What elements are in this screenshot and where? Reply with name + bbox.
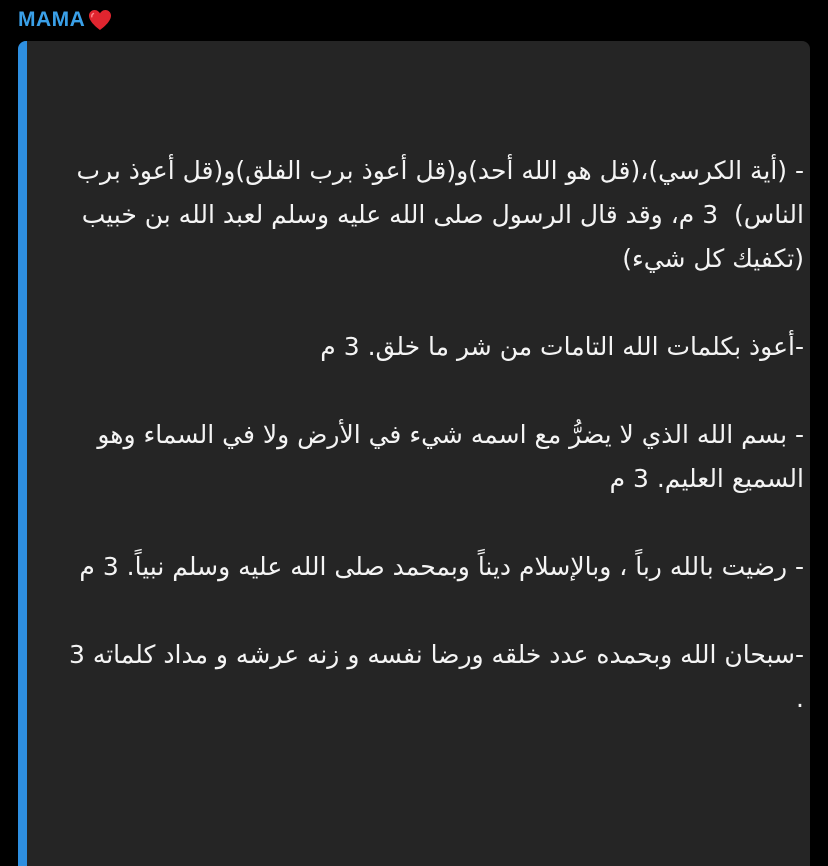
message-paragraph: - بسم الله الذي لا يضرُّ مع اسمه شيء في الأرض ولا في السماء وهو السميع العليم. 3 م <box>89 420 804 493</box>
message-paragraph: -أعوذ بكلمات الله التامات من شر ما خلق. 3 م <box>320 332 804 361</box>
message-paragraph: -سبحان الله وبحمده عدد خلقه ورضا نفسه و زنه عرشه و مداد كلماته 3 . <box>61 640 804 713</box>
sender-header[interactable] <box>18 6 113 34</box>
message-paragraph: - رضيت بالله رباً ، وبالإسلام ديناً وبمحمد صلى الله عليه وسلم نبياً. 3 م <box>79 552 804 581</box>
message-text <box>58 149 804 765</box>
reply-accent-bar <box>18 41 27 866</box>
message-paragraph: - (أية الكرسي)،(قل هو الله أحد)و(قل أعوذ برب الفلق)و(قل أعوذ برب الناس) 3 م، وقد قال الرسول صلى الله عليه وسلم لعبد الله بن خبيب (تكفيك كل شيء) <box>68 156 804 273</box>
message-bubble[interactable] <box>18 41 810 866</box>
heart-icon <box>87 8 113 32</box>
sender-name[interactable]: MAMA <box>18 8 86 31</box>
